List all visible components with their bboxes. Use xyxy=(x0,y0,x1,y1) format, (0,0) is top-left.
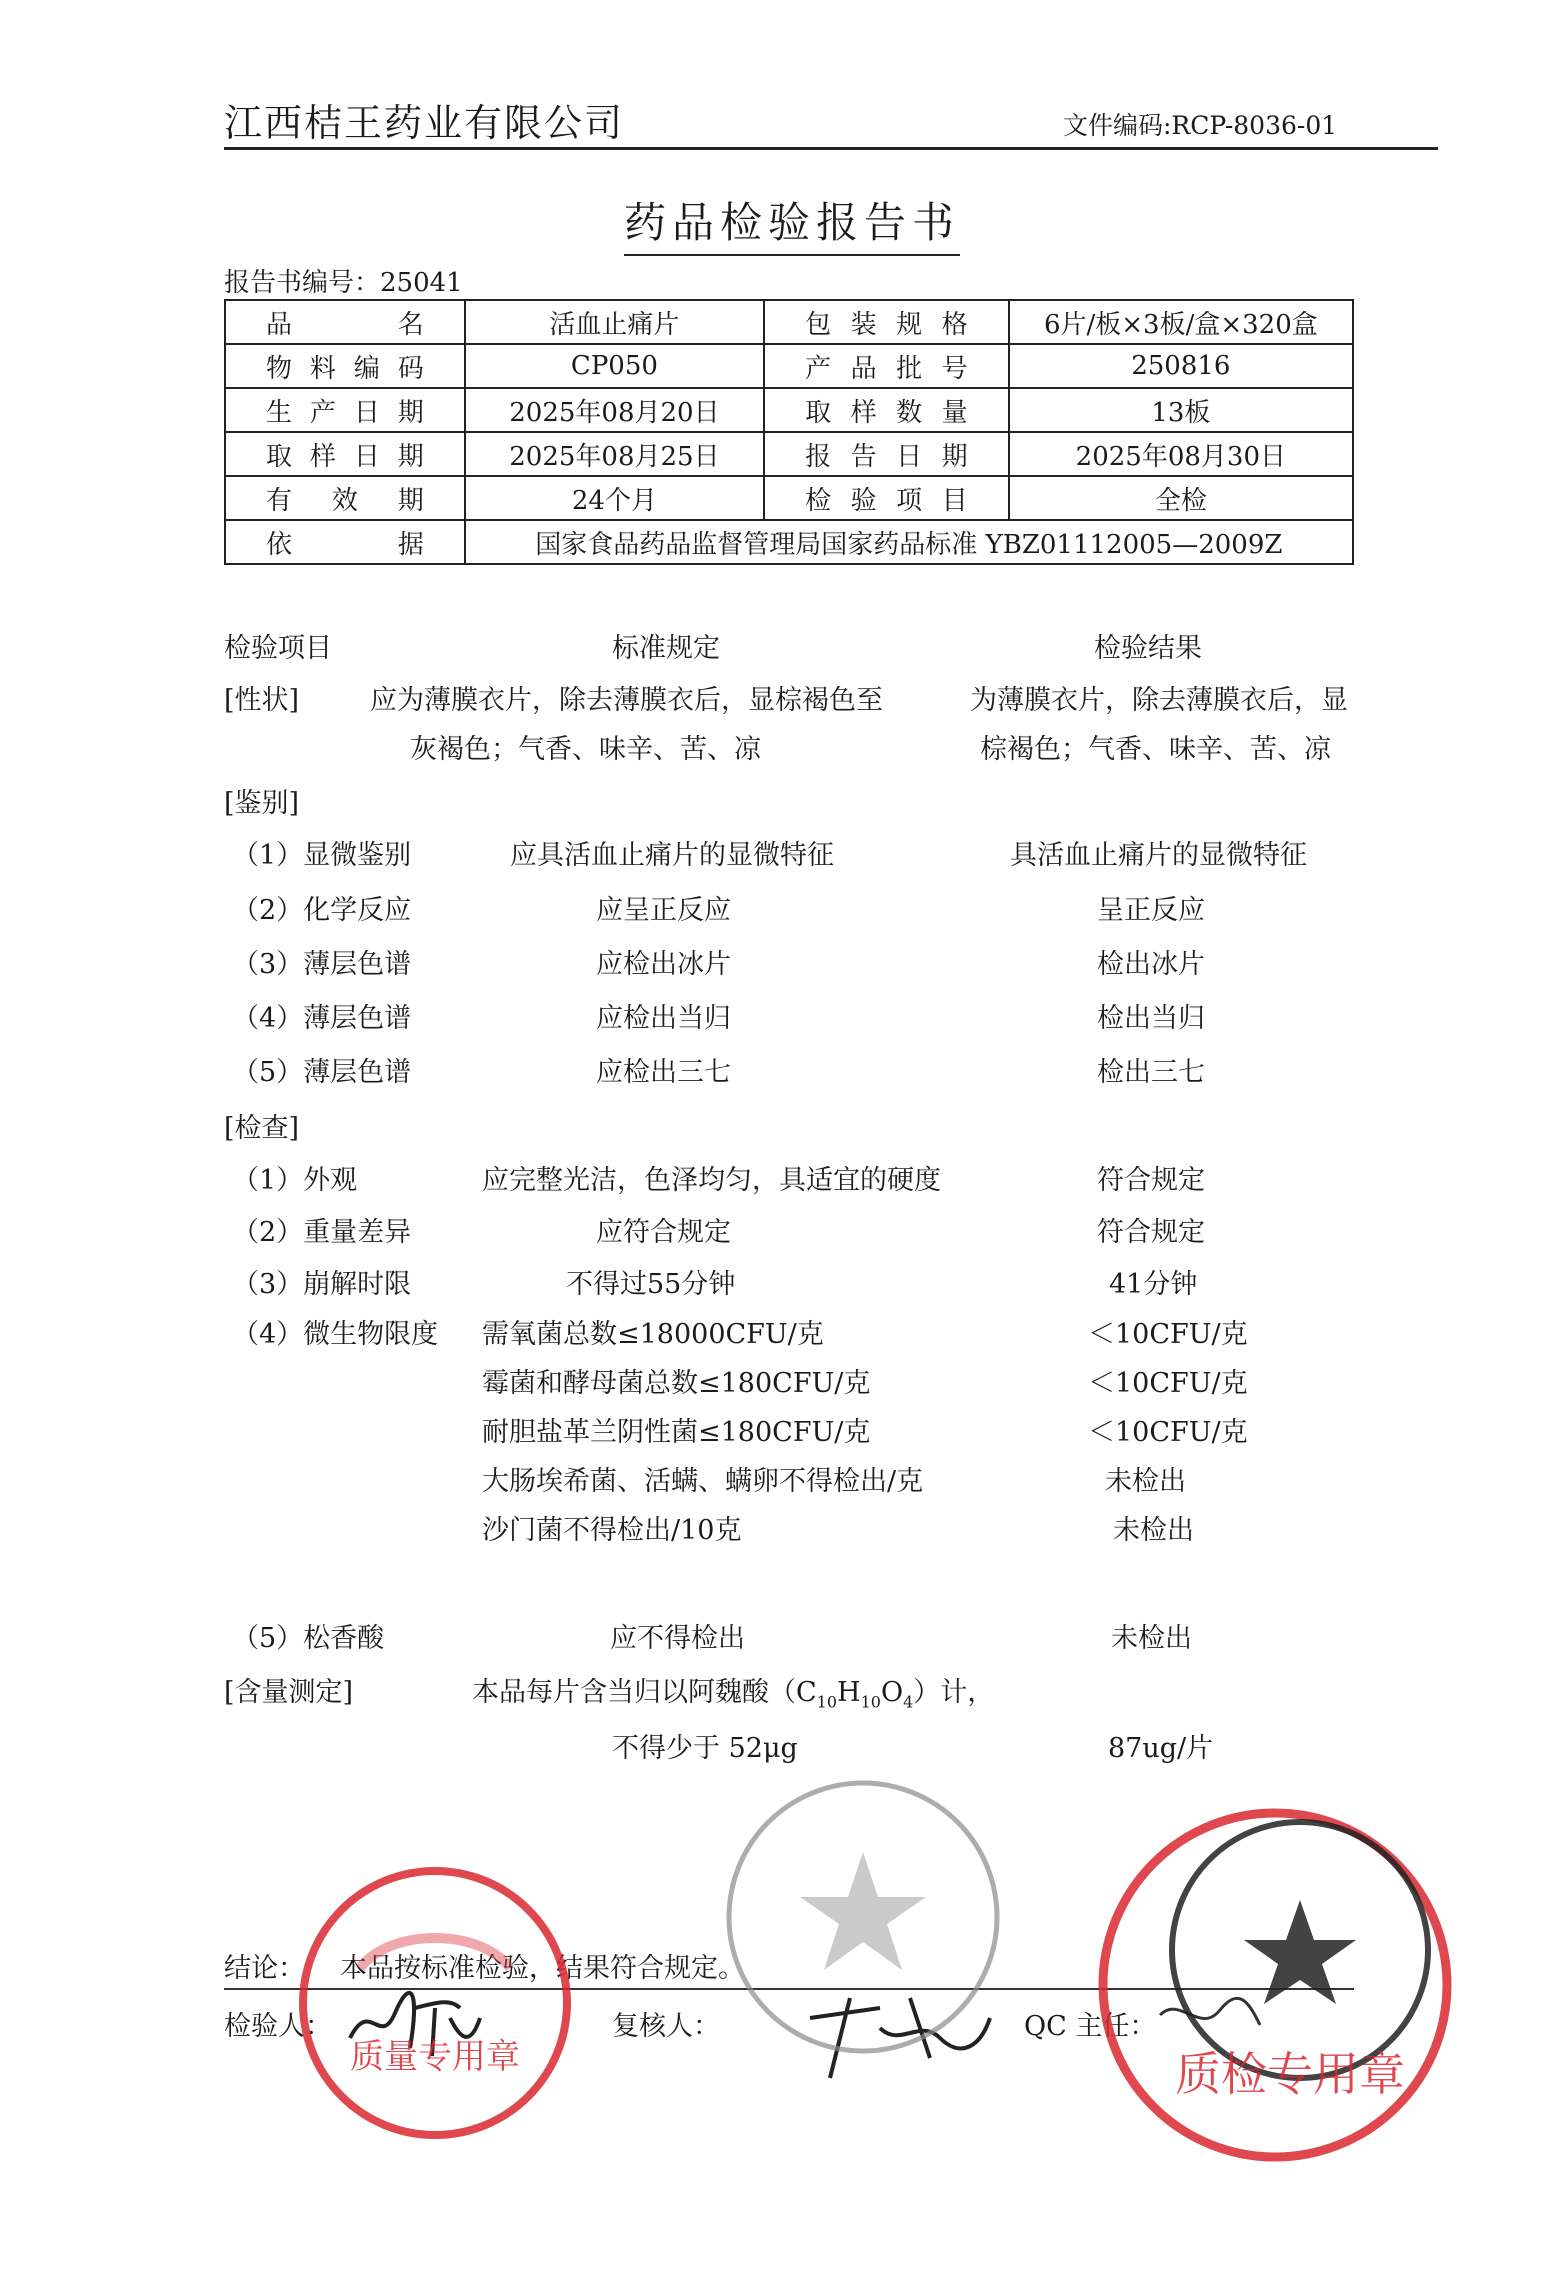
rosin-acid-name: （5）松香酸 xyxy=(232,1623,385,1654)
micro-row-standard: 沙门菌不得检出/10克 xyxy=(482,1515,742,1546)
micro-row-result: 未检出 xyxy=(1105,1466,1186,1497)
label-production-date: 生产日期 xyxy=(225,388,465,432)
ident-item-result: 检出冰片 xyxy=(1097,949,1205,980)
inspect-item-name: （1）外观 xyxy=(232,1165,358,1196)
ident-item-name: （5）薄层色谱 xyxy=(232,1057,412,1088)
col-header-item: 检验项目 xyxy=(224,633,332,664)
value-sample-qty: 13板 xyxy=(1009,388,1353,432)
ident-item-result: 呈正反应 xyxy=(1097,895,1205,926)
section-identification-title: [鉴别] xyxy=(224,788,300,819)
assay-result: 87ug/片 xyxy=(1108,1733,1214,1764)
ident-item-name: （1）显微鉴别 xyxy=(232,840,412,871)
ident-item-standard: 应检出当归 xyxy=(596,1003,731,1034)
label-material-code: 物料编码 xyxy=(225,344,465,388)
document-code: 文件编码:RCP-8036-01 xyxy=(1063,111,1338,140)
assay-formula-sub: 4 xyxy=(903,1692,914,1712)
micro-row-result: ＜10CFU/克 xyxy=(1088,1417,1248,1448)
inspect-item-result: 符合规定 xyxy=(1097,1217,1205,1248)
reviewer-label: 复核人： xyxy=(612,2011,720,2042)
value-shelf-life: 24个月 xyxy=(465,476,764,520)
assay-standard-line2: 不得少于 52μg xyxy=(612,1733,798,1764)
appearance-standard-line2: 灰褐色；气香、味辛、苦、凉 xyxy=(410,734,761,765)
label-test-items: 检验项目 xyxy=(764,476,1009,520)
quality-seal-left xyxy=(290,1858,580,2148)
svg-text:质量专用章: 质量专用章 xyxy=(350,2037,520,2077)
table-row xyxy=(225,432,1353,476)
table-row xyxy=(225,344,1353,388)
inspect-item-name: （2）重量差异 xyxy=(232,1217,412,1248)
table-row xyxy=(225,476,1353,520)
micro-row-result: ＜10CFU/克 xyxy=(1088,1368,1248,1399)
inspect-item-standard: 应完整光洁，色泽均匀，具适宜的硬度 xyxy=(482,1165,941,1196)
col-header-standard: 标准规定 xyxy=(612,633,720,664)
label-batch-no: 产品批号 xyxy=(764,344,1009,388)
assay-formula-sub: 10 xyxy=(860,1692,881,1712)
inspector-label: 检验人： xyxy=(224,2011,332,2042)
label-product-name: 品 名 xyxy=(225,300,465,344)
micro-row-standard: 霉菌和酵母菌总数≤180CFU/克 xyxy=(482,1368,871,1399)
value-sampling-date: 2025年08月25日 xyxy=(465,432,764,476)
value-basis: 国家食品药品监督管理局国家药品标准 YBZ01112005—2009Z xyxy=(465,520,1353,564)
value-product-name: 活血止痛片 xyxy=(465,300,764,344)
report-number: 报告书编号：25041 xyxy=(224,268,463,298)
value-test-items: 全检 xyxy=(1009,476,1353,520)
table-row xyxy=(225,388,1353,432)
micro-limit-name: （4）微生物限度 xyxy=(232,1319,439,1350)
value-batch-no: 250816 xyxy=(1009,344,1353,388)
assay-formula-sub: 10 xyxy=(816,1692,838,1712)
conclusion-text: 本品按标准检验，结果符合规定。 xyxy=(340,1953,745,1984)
conclusion-label: 结论： xyxy=(224,1953,305,1984)
rosin-acid-result: 未检出 xyxy=(1111,1623,1192,1654)
table-row xyxy=(225,300,1353,344)
section-inspection-title: [检查] xyxy=(224,1113,300,1144)
label-sample-qty: 取样数量 xyxy=(764,388,1009,432)
micro-row-standard: 耐胆盐革兰阴性菌≤180CFU/克 xyxy=(482,1417,871,1448)
company-name: 江西桔王药业有限公司 xyxy=(224,101,625,145)
inspect-item-result: 41分钟 xyxy=(1109,1269,1198,1300)
inspect-item-standard: 应符合规定 xyxy=(596,1217,731,1248)
inspect-item-name: （3）崩解时限 xyxy=(232,1269,412,1300)
label-sampling-date: 取样日期 xyxy=(225,432,465,476)
ident-item-name: （2）化学反应 xyxy=(232,895,412,926)
inspection-seal-right xyxy=(1090,1800,1460,2170)
assay-formula-element: O xyxy=(880,1677,904,1708)
value-production-date: 2025年08月20日 xyxy=(465,388,764,432)
label-basis: 依 据 xyxy=(225,520,465,564)
assay-formula-suffix: ）计， xyxy=(913,1677,995,1708)
info-table xyxy=(224,299,1354,565)
value-packaging: 6片/板×3板/盒×320盒 xyxy=(1009,300,1353,344)
label-report-date: 报告日期 xyxy=(764,432,1009,476)
inspect-item-standard: 不得过55分钟 xyxy=(566,1269,736,1300)
ident-item-result: 检出当归 xyxy=(1097,1003,1205,1034)
ident-item-result: 检出三七 xyxy=(1097,1057,1205,1088)
micro-row-standard: 需氧菌总数≤18000CFU/克 xyxy=(482,1319,824,1350)
assay-standard-line1 xyxy=(472,1670,994,1711)
inspect-item-result: 符合规定 xyxy=(1097,1165,1205,1196)
value-material-code: CP050 xyxy=(465,344,764,388)
value-report-date: 2025年08月30日 xyxy=(1009,432,1353,476)
micro-row-standard: 大肠埃希菌、活螨、螨卵不得检出/克 xyxy=(482,1466,924,1497)
micro-row-result: ＜10CFU/克 xyxy=(1088,1319,1248,1350)
label-shelf-life: 有效期 xyxy=(225,476,465,520)
ident-item-name: （4）薄层色谱 xyxy=(232,1003,412,1034)
header-rule xyxy=(224,147,1438,150)
assay-formula-element: H xyxy=(837,1677,861,1708)
appearance-result-line1: 为薄膜衣片，除去薄膜衣后，显 xyxy=(970,685,1348,716)
label-packaging: 包装规格 xyxy=(764,300,1009,344)
appearance-result-line2: 棕褐色；气香、味辛、苦、凉 xyxy=(980,734,1331,765)
section-assay-title: [含量测定] xyxy=(224,1677,354,1708)
assay-formula-prefix: 本品每片含当归以阿魏酸（C xyxy=(472,1677,817,1708)
micro-row-result: 未检出 xyxy=(1113,1515,1194,1546)
ident-item-standard: 应检出冰片 xyxy=(596,949,731,980)
ident-item-result: 具活血止痛片的显微特征 xyxy=(1010,840,1307,871)
report-seal-middle xyxy=(718,1772,1008,2062)
ident-item-standard: 应检出三七 xyxy=(596,1057,731,1088)
qc-director-label: QC 主任： xyxy=(1024,2011,1157,2042)
table-row xyxy=(225,520,1353,564)
col-header-result: 检验结果 xyxy=(1094,633,1202,664)
appearance-standard-line1: 应为薄膜衣片，除去薄膜衣后，显棕褐色至 xyxy=(370,685,883,716)
rosin-acid-standard: 应不得检出 xyxy=(610,1623,745,1654)
ident-item-standard: 应具活血止痛片的显微特征 xyxy=(510,840,834,871)
page-title: 药品检验报告书 xyxy=(624,190,960,256)
ident-item-standard: 应呈正反应 xyxy=(596,895,731,926)
ident-item-name: （3）薄层色谱 xyxy=(232,949,412,980)
svg-text:质检专用章: 质检专用章 xyxy=(1175,2047,1405,2101)
section-appearance-title: [性状] xyxy=(224,685,300,716)
